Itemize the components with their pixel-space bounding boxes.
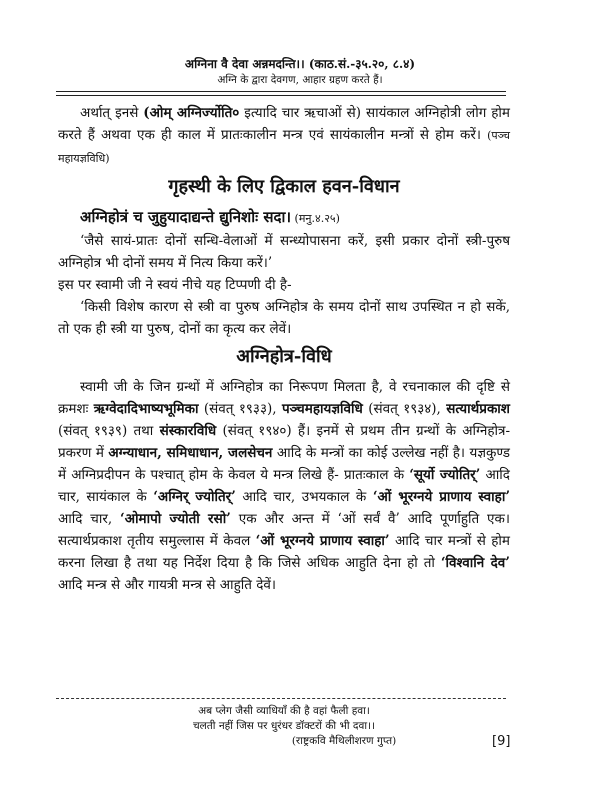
bold-run: (ओम् अग्निर्ज्योति०: [143, 105, 240, 121]
text-run: अर्थात् इनसे: [80, 105, 144, 121]
page-header: [80, 56, 520, 87]
bold-run: ‘ओं भूरग्नये प्राणाय स्वाहा’: [372, 489, 511, 505]
verse-line: [58, 206, 510, 230]
section-heading-2: अग्निहोत्र-विधि: [236, 346, 332, 367]
header-divider-thin: [56, 95, 506, 96]
paragraph-4: ‘किसी विशेष कारण से स्त्री वा पुरुष अग्निहोत्र के समय दोनों साथ उपस्थित न हो सकें, तो एक ही स्त्री या पुरुष, दोनों का कृत्य कर लेवें।: [58, 299, 510, 337]
bold-run: ‘ओं भूरग्नये प्राणाय स्वाहा’: [255, 533, 390, 549]
bold-run: पञ्चमहायज्ञविधि: [281, 401, 363, 417]
footer-verse-line-1: अब प्लेग जैसी व्याधियाँ की है वहां फैली हवा।: [198, 705, 370, 717]
paragraph-2: ‘जैसे सायं-प्रातः दोनों सन्धि-वेलाओं में सन्ध्योपासना करें, इसी प्रकार दोनों स्त्री-पुरुष अग्निहोत्र भी दोनों समय में नित्य किया करें।’: [58, 233, 510, 271]
verse-text: अग्निहोत्रं च जुहुयादाद्यन्ते द्युनिशोः सदा।: [80, 208, 292, 226]
verse-citation: (मनु.४.२५): [291, 212, 340, 225]
text-run: एक और अन्त में ‘ओं सर्वं वै’ आदि पूर्णाहुति एक। सत्यार्थप्रकाश तृतीय समुल्लास में केवल: [58, 511, 510, 549]
bold-run: ‘ओमापो ज्योती रसो’: [120, 511, 231, 527]
text-run: आदि चार, सायंकाल के: [58, 467, 510, 505]
main-text: [58, 102, 510, 596]
text-run: आदि चार मन्त्रों से होम करना लिखा है तथा यह निर्देश दिया है कि जिसे अधिक आहुति देना हो तो: [58, 533, 510, 571]
header-divider: [56, 91, 506, 92]
section-heading-1: गृहस्थी के लिए द्विकाल हवन-विधान: [168, 176, 400, 197]
text-run: इत्यादि चार ऋचाओं से) सायंकाल अग्निहोत्री लोग होम करते हैं अथवा एक ही काल में प्रातःकालीन मन्त्र एवं सायंकालीन मन्त्रों से होम करें।: [58, 105, 511, 143]
source-citation: (पञ्च महायज्ञविधि): [58, 129, 510, 165]
text-run: आदि चार, उभयकाल के: [235, 489, 373, 505]
text-run: (संवत् १९४०) हैं। इनमें से प्रथम तीन ग्रन्थों के अग्निहोत्र-प्रकरण में: [58, 423, 510, 461]
bold-run: ‘सूर्यो ज्योतिर्’: [409, 467, 481, 483]
bold-run: ‘अग्निर् ज्योतिर्’: [153, 489, 236, 505]
bold-run: ऋग्वेदादिभाष्यभूमिका: [93, 401, 199, 417]
paragraph-1: [58, 102, 510, 170]
bold-run: अग्न्याधान, समिधाधान, जलसेचन: [108, 445, 273, 461]
header-hindi-line: अग्नि के द्वारा देवगण, आहार ग्रहण करते हैं।: [217, 74, 383, 86]
footer-divider: [56, 698, 506, 699]
page-number: [9]: [492, 734, 511, 749]
paragraph-3: इस पर स्वामी जी ने स्वयं नीचे यह टिप्पणी दी है-: [58, 277, 292, 293]
text-run: (संवत् १९३४),: [362, 401, 447, 417]
paragraph-5: [58, 376, 510, 596]
text-run: (संवत् १९३३),: [198, 401, 282, 417]
footer-verse-line-2: चलती नहीं जिस पर धुरंधर डॉक्टरों की भी दवा।।: [192, 720, 376, 732]
text-run: आदि मन्त्र से और गायत्री मन्त्र से आहुति देवें।: [58, 577, 277, 593]
text-run: (संवत् १९३९) तथा: [58, 423, 160, 439]
header-sanskrit-line: अग्निना वै देवा अन्नमदन्ति।। (काठ.सं.-३५.२०, ८.४): [184, 57, 416, 71]
bold-run: संस्कारविधि: [159, 423, 217, 439]
text-run: आदि के मन्त्रों का कोई उल्लेख नहीं है। यज्ञकुण्ड में अग्निप्रदीपन के पश्चात् होम के केवल ये मन्त्र लिखे हैं- प्रातःकाल के: [58, 445, 510, 483]
footer-attribution: (राष्ट्रकवि मैथिलीशरण गुप्त): [291, 735, 397, 747]
text-run: स्वामी जी के जिन ग्रन्थों में अग्निहोत्र का निरूपण मिलता है, वे रचनाकाल की दृष्टि से क्रमशः: [58, 379, 510, 417]
text-run: आदि चार,: [58, 511, 121, 527]
bold-run: ‘विश्वानि देव’: [440, 555, 510, 571]
page-footer: [58, 704, 510, 749]
bold-run: सत्यार्थप्रकाश: [446, 401, 510, 417]
